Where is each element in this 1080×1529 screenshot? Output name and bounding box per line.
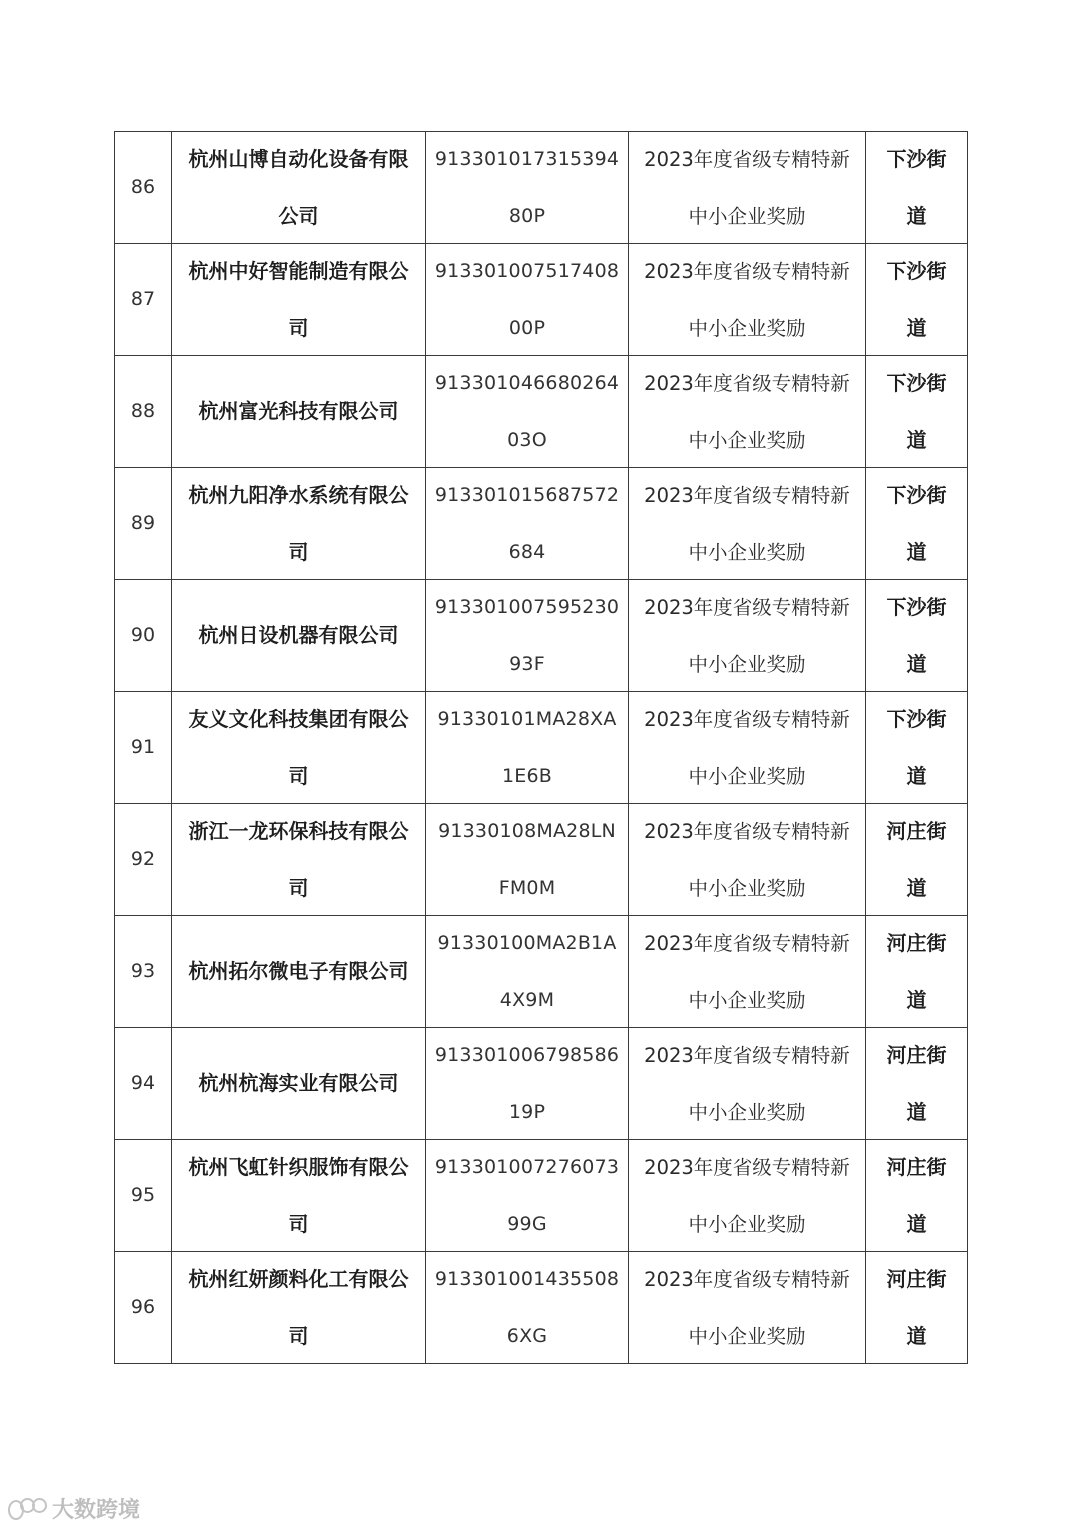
company-name: 杭州拓尔微电子有限公司 [188, 959, 409, 983]
company-name: 杭州富光科技有限公司 [198, 399, 399, 423]
award-item: 2023年度省级专精特新中小企业奖励 [644, 371, 850, 452]
table-row [115, 1028, 968, 1140]
credit-code: 91330108MA28LNFM0M [438, 819, 616, 899]
row-number-cell [115, 580, 172, 692]
company-name: 杭州山博自动化设备有限公司 [188, 146, 409, 228]
street-cell [866, 1028, 968, 1140]
company-name-cell [172, 244, 426, 356]
street-cell [866, 804, 968, 916]
award-item-cell [629, 132, 866, 244]
row-number: 86 [130, 176, 156, 198]
award-item: 2023年度省级专精特新中小企业奖励 [644, 483, 850, 564]
table-row [115, 356, 968, 468]
street-cell [866, 1252, 968, 1364]
company-name: 杭州九阳净水系统有限公司 [188, 482, 409, 564]
row-number: 87 [130, 288, 156, 310]
award-item-cell [629, 916, 866, 1028]
credit-code-cell [426, 692, 629, 804]
row-number-cell [115, 1028, 172, 1140]
row-number: 94 [130, 1072, 156, 1094]
company-name-cell [172, 692, 426, 804]
credit-code-cell [426, 356, 629, 468]
award-item-cell [629, 1028, 866, 1140]
award-item: 2023年度省级专精特新中小企业奖励 [644, 707, 850, 788]
row-number: 95 [130, 1184, 156, 1206]
company-name-cell [172, 804, 426, 916]
street: 下沙街道 [886, 594, 947, 676]
table-row [115, 692, 968, 804]
credit-code-cell [426, 1140, 629, 1252]
award-item: 2023年度省级专精特新中小企业奖励 [644, 147, 850, 228]
table-row [115, 1252, 968, 1364]
row-number: 90 [130, 624, 156, 646]
street: 下沙街道 [886, 482, 947, 564]
street: 下沙街道 [886, 146, 947, 228]
credit-code: 91330101568757268​4 [434, 483, 620, 563]
credit-code-cell [426, 244, 629, 356]
watermark-logo-icon [8, 1496, 46, 1522]
company-name-cell [172, 468, 426, 580]
row-number: 89 [130, 512, 156, 534]
award-item: 2023年度省级专精特新中小企业奖励 [644, 819, 850, 900]
award-item: 2023年度省级专精特新中小企业奖励 [644, 1043, 850, 1124]
award-item: 2023年度省级专精特新中小企业奖励 [644, 931, 850, 1012]
street: 河庄街道 [886, 1042, 947, 1124]
table-row [115, 580, 968, 692]
company-name-cell [172, 132, 426, 244]
credit-code: 91330104668026403O [434, 371, 620, 451]
row-number: 96 [130, 1296, 156, 1318]
award-item-cell [629, 580, 866, 692]
credit-code: 913301007595230​93F [434, 595, 620, 675]
watermark-text: 大数跨境 [52, 1497, 141, 1522]
row-number-cell [115, 1140, 172, 1252]
street: 下沙街道 [886, 706, 947, 788]
company-name-cell [172, 916, 426, 1028]
table-row [115, 132, 968, 244]
table-row [115, 916, 968, 1028]
award-item: 2023年度省级专精特新中小企业奖励 [644, 1267, 850, 1348]
award-item-cell [629, 1252, 866, 1364]
credit-code: 91330100MA2B1A4X9M [437, 931, 617, 1011]
award-item-cell [629, 804, 866, 916]
company-name: 浙江一龙环保科技有限公司 [188, 818, 409, 900]
company-name: 杭州中好智能制造有限公司 [188, 258, 409, 340]
credit-code-cell [426, 132, 629, 244]
street: 河庄街道 [886, 1266, 947, 1348]
award-item: 2023年度省级专精特新中小企业奖励 [644, 1155, 850, 1236]
street: 河庄街道 [886, 818, 947, 900]
row-number: 92 [130, 848, 156, 870]
company-name: 友义文化科技集团有限公司 [188, 706, 409, 788]
credit-code-cell [426, 804, 629, 916]
company-name-cell [172, 1028, 426, 1140]
row-number-cell [115, 468, 172, 580]
row-number-cell [115, 692, 172, 804]
row-number: 93 [130, 960, 156, 982]
award-item-cell [629, 356, 866, 468]
table-row [115, 1140, 968, 1252]
street-cell [866, 1140, 968, 1252]
table-row [115, 804, 968, 916]
street-cell [866, 244, 968, 356]
credit-code-cell [426, 468, 629, 580]
street: 河庄街道 [886, 1154, 947, 1236]
award-item-cell [629, 468, 866, 580]
company-name: 杭州飞虹针织服饰有限公司 [188, 1154, 409, 1236]
row-number-cell [115, 356, 172, 468]
table-row [115, 468, 968, 580]
street-cell [866, 916, 968, 1028]
credit-code: 91330101MA28XA1E6B [437, 707, 617, 787]
award-item-cell [629, 692, 866, 804]
company-name: 杭州红妍颜料化工有限公司 [188, 1266, 409, 1348]
row-number-cell [115, 244, 172, 356]
company-name: 杭州日设机器有限公司 [198, 623, 399, 647]
street: 下沙街道 [886, 258, 947, 340]
credit-code: 913301001435508​6XG [434, 1267, 620, 1347]
street-cell [866, 132, 968, 244]
credit-code: 913301006798586​19P [434, 1043, 620, 1123]
award-item: 2023年度省级专精特新中小企业奖励 [644, 259, 850, 340]
row-number-cell [115, 132, 172, 244]
street-cell [866, 468, 968, 580]
table-body [115, 132, 968, 1364]
credit-code-cell [426, 1028, 629, 1140]
award-item: 2023年度省级专精特新中小企业奖励 [644, 595, 850, 676]
street-cell [866, 692, 968, 804]
credit-code: 913301007276073​99G [434, 1155, 620, 1235]
row-number-cell [115, 1252, 172, 1364]
company-name-cell [172, 580, 426, 692]
credit-code: 91330100751740800P [434, 259, 620, 339]
company-name-cell [172, 1140, 426, 1252]
row-number-cell [115, 916, 172, 1028]
street-cell [866, 580, 968, 692]
credit-code-cell [426, 1252, 629, 1364]
credit-code-cell [426, 580, 629, 692]
award-list-table [114, 131, 968, 1364]
row-number: 88 [130, 400, 156, 422]
company-name: 杭州杭海实业有限公司 [198, 1071, 399, 1095]
row-number-cell [115, 804, 172, 916]
award-item-cell [629, 244, 866, 356]
credit-code: 91330101731539480P [434, 147, 620, 227]
company-name-cell [172, 356, 426, 468]
watermark [8, 1493, 140, 1524]
table-row [115, 244, 968, 356]
company-name-cell [172, 1252, 426, 1364]
street-cell [866, 356, 968, 468]
street: 下沙街道 [886, 370, 947, 452]
award-item-cell [629, 1140, 866, 1252]
row-number: 91 [130, 736, 156, 758]
credit-code-cell [426, 916, 629, 1028]
street: 河庄街道 [886, 930, 947, 1012]
